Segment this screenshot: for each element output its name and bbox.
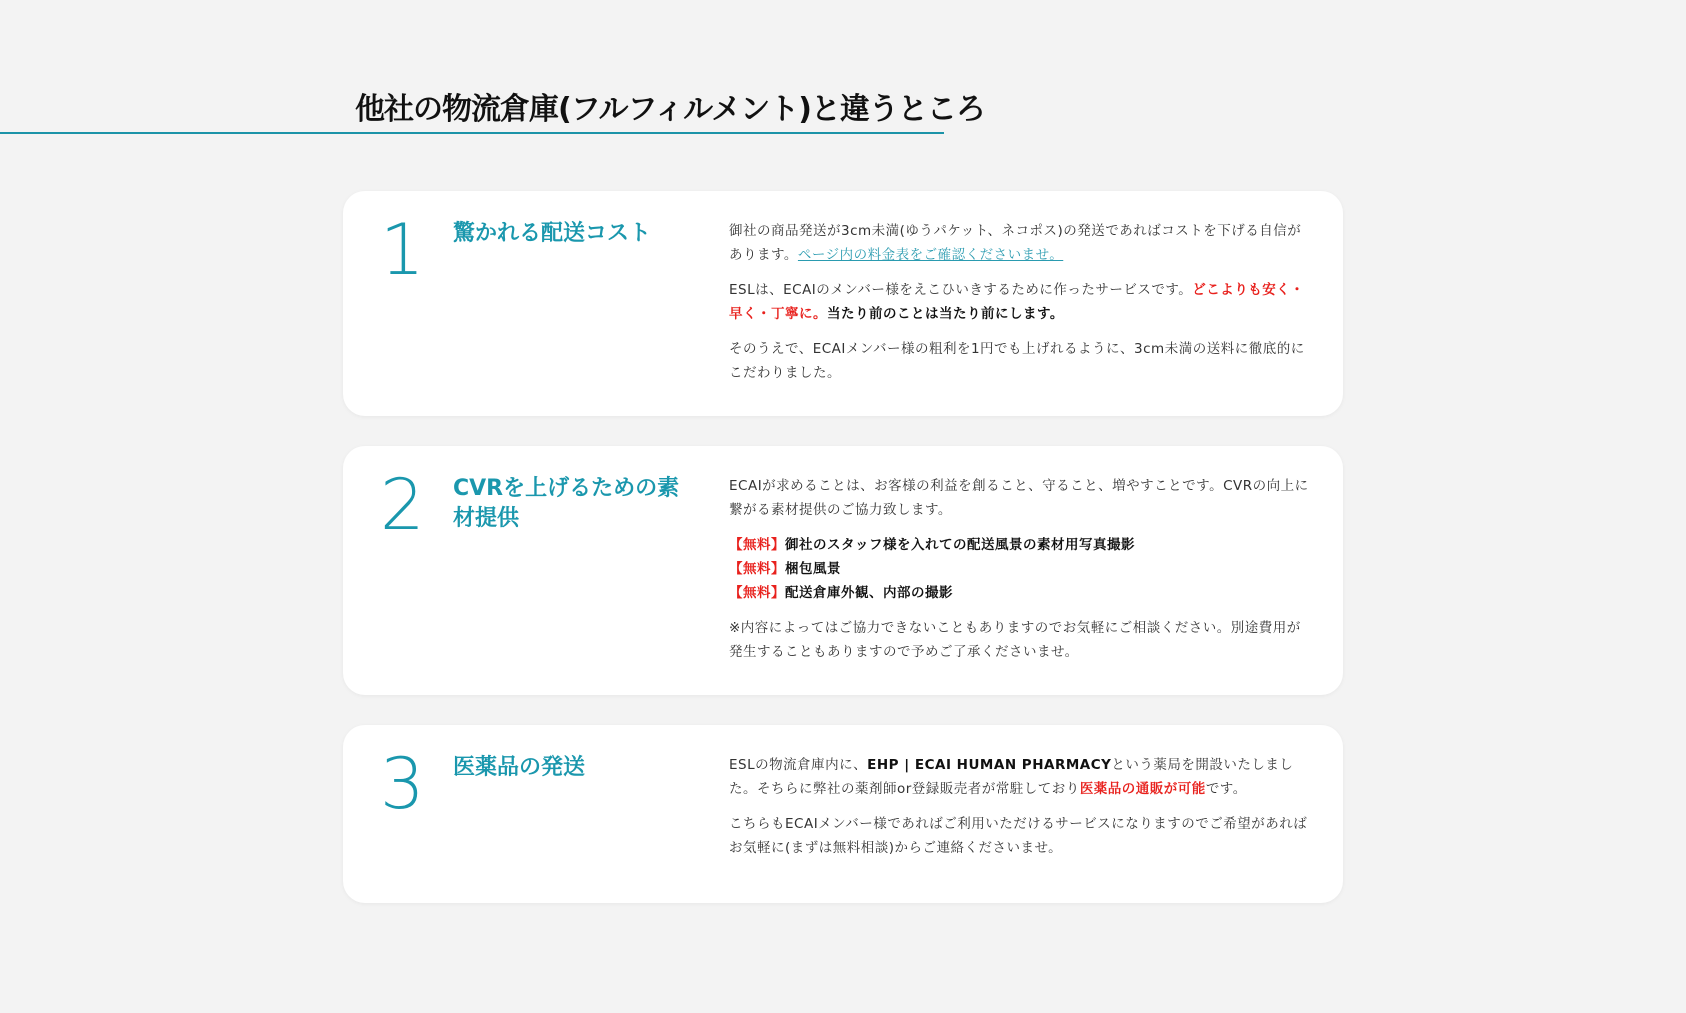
paragraph-text: ※内容によってはご協力できないこともありますのでお気軽にご相談ください。別途費用が発生することもありますので予めご了承くださいませ。 (729, 620, 1301, 660)
paragraph-text: そのうえで、ECAIメンバー様の粗利を1円でも上げれるように、3cm未満の送料に徹底的にこだわりました。 (729, 341, 1305, 381)
card-paragraph (729, 219, 1309, 267)
card-paragraph (729, 812, 1309, 860)
paragraph-text: ESLの物流倉庫内に、 (729, 757, 868, 773)
emphasis-text: 当たり前のことは当たり前にします。 (827, 306, 1064, 322)
free-tag: 【無料】 (729, 537, 785, 553)
paragraph-text: という薬局を開設いたしました。そちらに弊社の薬剤師or登録販売者が常駐しており (729, 757, 1294, 797)
paragraph-text: です。 (1205, 781, 1247, 797)
card-number: 3 (380, 743, 425, 825)
list-item-text: 配送倉庫外観、内部の撮影 (785, 585, 953, 601)
section-heading-bar (0, 78, 985, 134)
card-paragraph (729, 753, 1309, 801)
card-paragraph (729, 616, 1309, 664)
price-table-link[interactable]: ページ内の料金表をご確認くださいませ。 (797, 247, 1064, 263)
list-item (729, 557, 1309, 581)
highlight-text: どこよりも安く・早く・丁寧に。 (729, 282, 1305, 322)
list-item-text: 梱包風景 (785, 561, 841, 577)
pharmacy-name: EHP | ECAI HUMAN PHARMACY (867, 757, 1112, 773)
card-paragraph (729, 278, 1309, 326)
feature-card-3 (343, 725, 1343, 903)
card-number: 2 (380, 464, 425, 546)
card-title: CVRを上げるための素材提供 (453, 476, 680, 531)
card-title: 医薬品の発送 (453, 755, 586, 780)
card-paragraph (729, 474, 1309, 522)
card-body (729, 219, 1309, 396)
paragraph-text: こちらもECAIメンバー様であればご利用いただけるサービスになりますのでご希望があればお気軽に(まずは無料相談)からご連絡くださいませ。 (729, 816, 1308, 856)
list-item (729, 581, 1309, 605)
feature-card-1 (343, 191, 1343, 416)
paragraph-text: ESLは、ECAIのメンバー様をえこひいきするために作ったサービスです。 (729, 282, 1193, 298)
card-paragraph (729, 337, 1309, 385)
card-number: 1 (380, 209, 425, 291)
paragraph-text: ECAIが求めることは、お客様の利益を創ること、守ること、増やすことです。CVRの向上に繋がる素材提供のご協力致します。 (729, 478, 1309, 518)
feature-card-2 (343, 446, 1343, 695)
card-body (729, 753, 1309, 871)
list-item-text: 御社のスタッフ様を入れての配送風景の素材用写真撮影 (785, 537, 1135, 553)
card-title: 驚かれる配送コスト (453, 221, 652, 246)
list-item (729, 533, 1309, 557)
highlight-text: 医薬品の通販が可能 (1079, 781, 1206, 797)
card-body (729, 474, 1309, 675)
page-title: 他社の物流倉庫(フルフィルメント)と違うところ (355, 92, 985, 127)
free-services-list (729, 533, 1309, 605)
free-tag: 【無料】 (729, 561, 785, 577)
paragraph-text: 御社の商品発送が3cm未満(ゆうパケット、ネコポス)の発送であればコストを下げる自信があります。 (729, 223, 1302, 263)
free-tag: 【無料】 (729, 585, 785, 601)
